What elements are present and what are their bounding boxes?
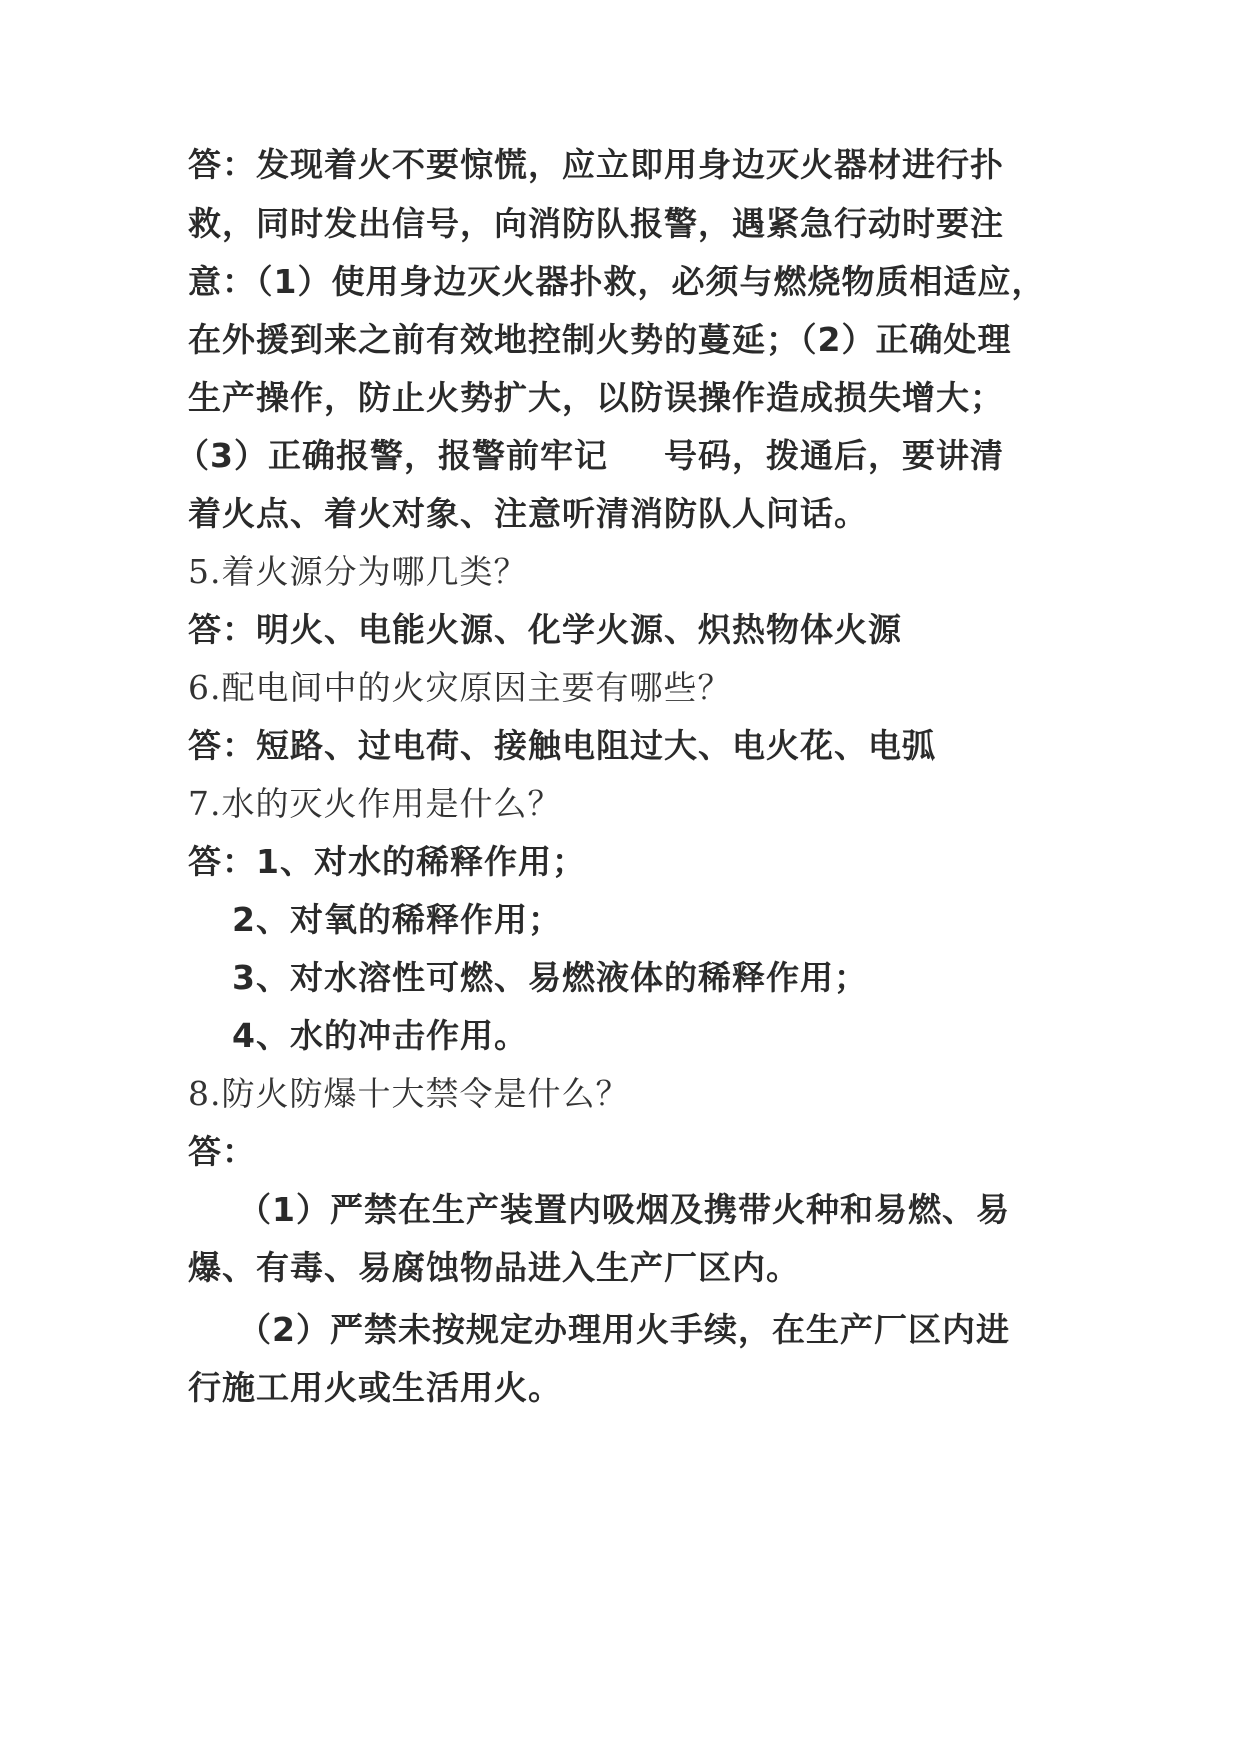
answer-7-item-3: 3、对水溶性可燃、易燃液体的稀释作用； — [232, 958, 868, 997]
answer-7-prefix: 答： — [188, 842, 256, 881]
answer4-line6-part1: （3）正确报警，报警前牢记 — [176, 436, 608, 475]
question-5: 5.着火源分为哪几类？ — [188, 552, 528, 591]
answer-7-item-4: 4、水的冲击作用。 — [232, 1016, 528, 1055]
answer-6: 答：短路、过电荷、接触电阻过大、电火花、电弧 — [188, 726, 936, 765]
answer4-line1: 答：发现着火不要惊慌，应立即用身边灭火器材进行扑 — [188, 145, 1004, 184]
answer4-line3: 意：（1）使用身边灭火器扑救，必须与燃烧物质相适应， — [188, 262, 1046, 301]
answer4-line6-part2: 号码，拨通后，要讲清 — [663, 436, 1004, 475]
answer-8-item-1-line2: 爆、有毒、易腐蚀物品进入生产厂区内。 — [188, 1248, 800, 1287]
answer-8-item-1-line1: （1）严禁在生产装置内吸烟及携带火种和易燃、易 — [238, 1190, 1010, 1229]
question-6: 6.配电间中的火灾原因主要有哪些？ — [188, 668, 732, 707]
question-7: 7.水的灭火作用是什么？ — [188, 784, 562, 823]
answer-8-prefix: 答： — [188, 1132, 256, 1171]
answer-8-item-2-line1: （2）严禁未按规定办理用火手续，在生产厂区内进 — [238, 1310, 1010, 1349]
answer-7-item-1: 1、对水的稀释作用； — [256, 842, 586, 881]
answer4-line2: 救，同时发出信号，向消防队报警，遇紧急行动时要注 — [188, 204, 1004, 243]
answer-8-item-2-line2: 行施工用火或生活用火。 — [188, 1368, 562, 1407]
answer-5: 答：明火、电能火源、化学火源、炽热物体火源 — [188, 610, 902, 649]
answer4-line4: 在外援到来之前有效地控制火势的蔓延；（2）正确处理 — [188, 320, 1012, 359]
question-8: 8.防火防爆十大禁令是什么？ — [188, 1074, 630, 1113]
answer-7-item-2: 2、对氧的稀释作用； — [232, 900, 562, 939]
answer4-line7: 着火点、着火对象、注意听清消防队人问话。 — [188, 494, 868, 533]
answer4-line6 — [176, 436, 1004, 476]
answer4-line5: 生产操作，防止火势扩大，以防误操作造成损失增大； — [188, 378, 1004, 417]
answer-7-line1 — [188, 842, 586, 882]
